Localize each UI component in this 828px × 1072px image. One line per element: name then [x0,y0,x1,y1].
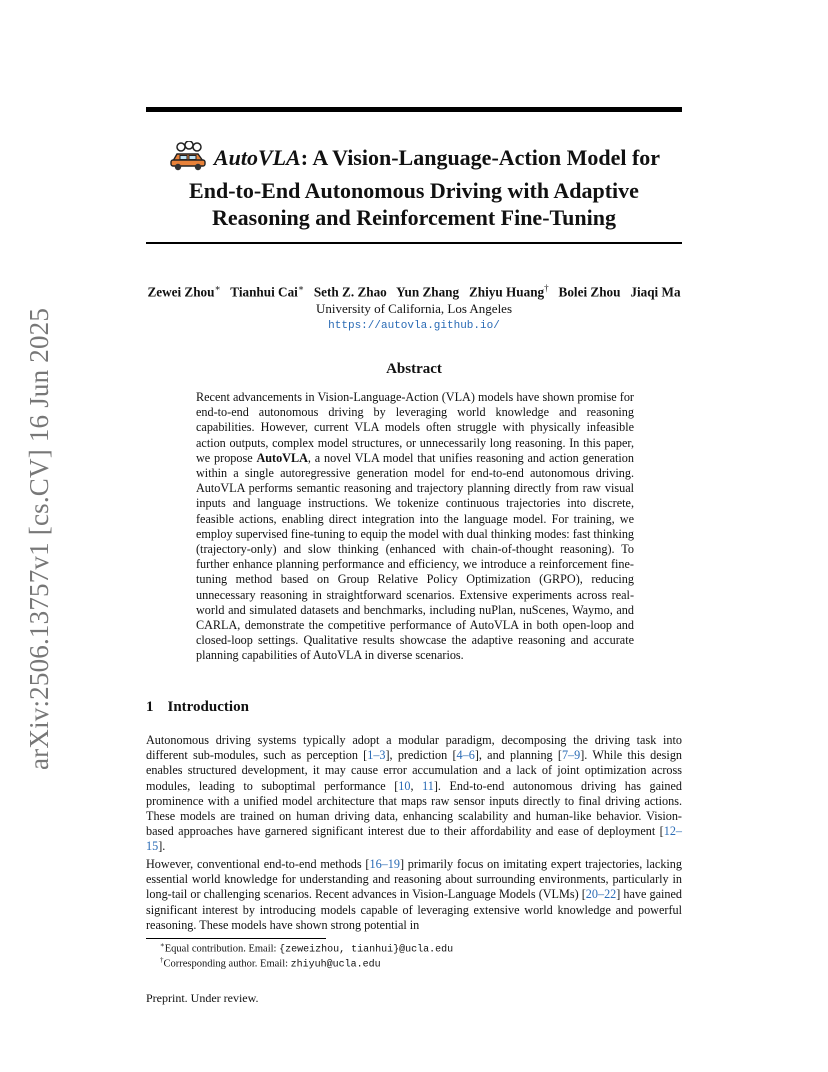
model-name: AutoVLA [213,145,301,170]
text: ]. While this design enables structured development, it may cause error accumulation and a lack of joint optimization across modules, leading to suboptimal performance [ [146,748,683,793]
footnote-email: zhiyuh@ucla.edu [290,959,381,971]
text: ] have gained significant interest by introducing models capable of leveraging extensive world knowledge and powerful reasoning. These models have shown strong potential in [146,887,682,932]
author: Jiaqi Ma [630,284,681,300]
author-list [0,283,828,300]
title-line3: Reasoning and Reinforcement Fine-Tuning [212,205,616,230]
preprint-note: Preprint. Under review. [146,991,259,1005]
footnote-text: Corresponding author. Email: [163,958,291,970]
author: Zewei Zhou [147,284,215,300]
section-title: Introduction [167,699,249,715]
section-number: 1 [146,699,154,715]
text: ]. [158,839,166,854]
footnote-email: {zeweizhou, tianhui}@ucla.edu [279,944,454,956]
citation-link[interactable]: 12–15 [146,824,682,854]
author: Yun Zhang [396,284,460,300]
text: ] primarily focus on imitating expert trajectories, lacking essential world knowledge for understanding and reasoning about surrounding environments, particularly in long-tail or challenging scenarios. Recent advances in Vision-Language Models (VLMs) [ [146,857,682,902]
citation-link[interactable]: 20–22 [585,887,617,902]
text: ]. End-to-end autonomous driving has gained prominence with a unified model architecture that maps raw sensor inputs directly to final driving actions. These models are trained on human driving data, enhancing scalability and human-like behavior. Vision-based approaches have garnered significant interest due to their affordability and ease of deployment [ [146,778,683,839]
footnote-rule [146,938,326,939]
abstract-part: , a novel VLA model that unifies reasoning and action generation within a single autoregressive generation model for end-to-end autonomous driving. AutoVLA performs semantic reasoning and trajectory planning directly from raw visual inputs and language instructions. We tokenize continuous trajectories into discrete, feasible actions, enabling direct integration into the language model. For training, we employ supervised fine-tuning to equip the model with dual thinking modes: fast thinking (trajectory-only) and slow thinking (enhanced with chain-of-thought reasoning). To further enhance planning performance and efficiency, we introduce a reinforcement fine-tuning method based on Group Relative Policy Optimization (GRPO), reducing unnecessary reasoning in straightforward scenarios. Extensive experiments across real-world and simulated datasets and benchmarks, including nuPlan, nuScenes, Waymo, and CARLA, demonstrate the competitive performance of AutoVLA in both open-loop and closed-loop settings. Qualitative results showcase the adaptive reasoning and accurate planning capabilities of AutoVLA in diverse scenarios. [196,450,635,663]
footnote-corresponding [160,956,381,971]
author: Seth Z. Zhao [313,284,387,300]
paper-title [146,141,682,231]
intro-paragraph-2 [146,857,682,933]
abstract-text [196,390,634,664]
author: Zhiyu Huang [469,284,545,300]
author-mark: ∗ [297,283,304,293]
title-bottom-rule [146,242,682,244]
intro-paragraph-1 [146,733,682,855]
text: , [410,778,423,793]
author-mark: † [544,283,549,293]
title-line2: End-to-End Autonomous Driving with Adaptive [189,178,639,203]
abstract-part: Recent advancements in Vision-Language-Action (VLA) models have shown promise for end-to-end autonomous driving by leveraging world knowledge and reasoning capabilities. However, current VLA models often struggle with physically infeasible action outputs, complex model structures, or unnecessarily long reasoning. In this paper, we propose [196,390,634,465]
text: However, conventional end-to-end methods [ [146,857,370,871]
citation-link[interactable]: 16–19 [369,857,400,871]
project-url-link[interactable]: https://autovla.github.io/ [328,320,500,332]
footnote-equal-contribution [160,941,453,956]
citation-link[interactable]: 7–9 [561,748,581,763]
title-line1: : A Vision-Language-Action Model for [300,145,661,170]
text: ], prediction [ [385,748,457,763]
footnote-mark: † [160,956,164,964]
section-heading-introduction [146,699,249,716]
title-top-rule [146,107,682,112]
footnote-mark: ∗ [160,941,165,949]
abstract-heading: Abstract [386,361,442,377]
citation-link[interactable]: 10 [398,778,411,793]
car-robot-logo-icon [168,141,208,177]
arxiv-identifier: arXiv:2506.13757v1 [cs.CV] 16 Jun 2025 [24,307,54,770]
author: Tianhui Cai [230,284,298,300]
citation-link[interactable]: 1–3 [367,748,386,763]
citation-link[interactable]: 11 [422,778,434,793]
footnote-text: Equal contribution. Email: [164,943,280,955]
abstract-model-name: AutoVLA [256,450,308,465]
text: Autonomous driving systems typically adopt a modular paradigm, decomposing the driving task into different sub-modules, such as perception [ [146,733,682,763]
affiliation: University of California, Los Angeles [315,301,513,316]
text: ], and planning [ [474,748,562,763]
author-mark: ∗ [214,283,221,293]
citation-link[interactable]: 4–6 [456,748,475,763]
author: Bolei Zhou [558,284,621,300]
